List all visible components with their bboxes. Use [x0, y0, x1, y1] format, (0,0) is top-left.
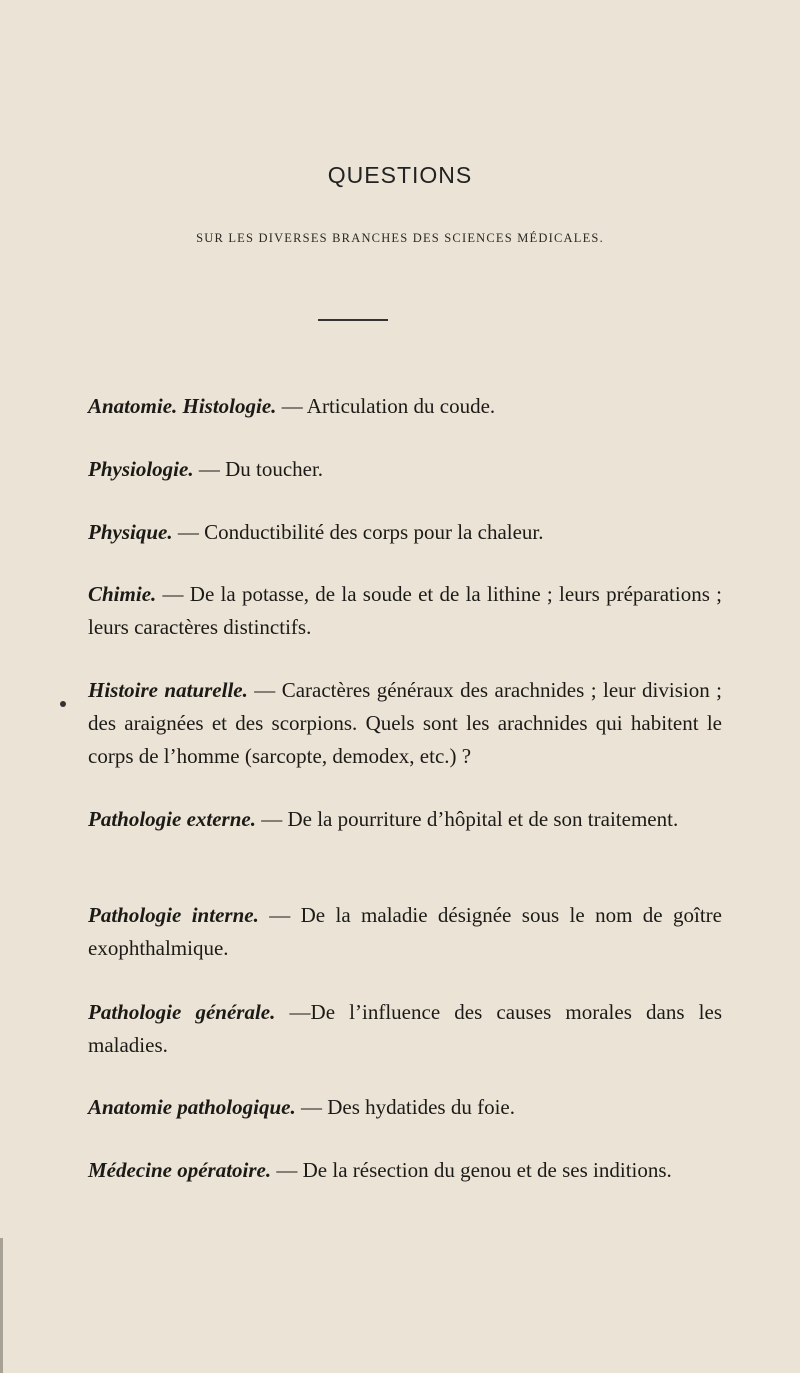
page-edge-shadow [0, 1238, 3, 1373]
question-histoire-naturelle [88, 674, 722, 773]
question-text: — De la maladie désignée sous le nom de goître exophthalmique. [88, 903, 722, 960]
question-text: — De la potasse, de la soude et de la lithine ; leurs préparations ; leurs caractères distinctifs. [88, 582, 722, 639]
question-text: — De la pourriture d’hôpital et de son traitement. [255, 807, 679, 831]
question-text: — Du toucher. [193, 457, 324, 481]
page-title: QUESTIONS [327, 162, 473, 188]
question-heading: Physique. [88, 520, 173, 544]
question-anatomie-histologie [88, 390, 722, 423]
question-text: — De la résection du genou et de ses inditions. [271, 1158, 672, 1182]
question-pathologie-externe [88, 803, 722, 836]
question-heading: Pathologie générale. [88, 1000, 276, 1024]
question-chimie [88, 578, 722, 644]
title-divider [318, 319, 388, 321]
question-heading: Chimie. [88, 582, 157, 606]
question-heading: Anatomie. Histologie. [88, 394, 277, 418]
question-medecine-operatoire [88, 1154, 722, 1187]
question-heading: Anatomie pathologique. [88, 1095, 296, 1119]
question-heading: Médecine opératoire. [88, 1158, 272, 1182]
question-heading: Pathologie interne. [88, 903, 259, 927]
page-subtitle: SUR LES DIVERSES BRANCHES DES SCIENCES MÉDICALES. [196, 231, 604, 245]
question-text: — Conductibilité des corps pour la chaleur. [172, 520, 544, 544]
question-heading: Physiologie. [88, 457, 194, 481]
question-text: — Caractères généraux des arachnides ; leur division ; des araignées et des scorpions. Quels sont les arachnides qui habitent le corps de l’homme (sarcopte, demodex, etc.) ? [88, 678, 722, 768]
question-pathologie-generale [88, 996, 722, 1062]
question-physiologie [88, 453, 722, 486]
question-pathologie-interne [88, 899, 722, 965]
question-anatomie-pathologique [88, 1091, 722, 1124]
question-text: —De l’influence des causes morales dans les maladies. [88, 1000, 722, 1057]
question-physique [88, 516, 722, 549]
question-text: — Des hydatides du foie. [295, 1095, 515, 1119]
margin-mark [60, 701, 66, 707]
question-heading: Pathologie externe. [88, 807, 256, 831]
question-heading: Histoire naturelle. [88, 678, 248, 702]
question-text: — Articulation du coude. [276, 394, 496, 418]
